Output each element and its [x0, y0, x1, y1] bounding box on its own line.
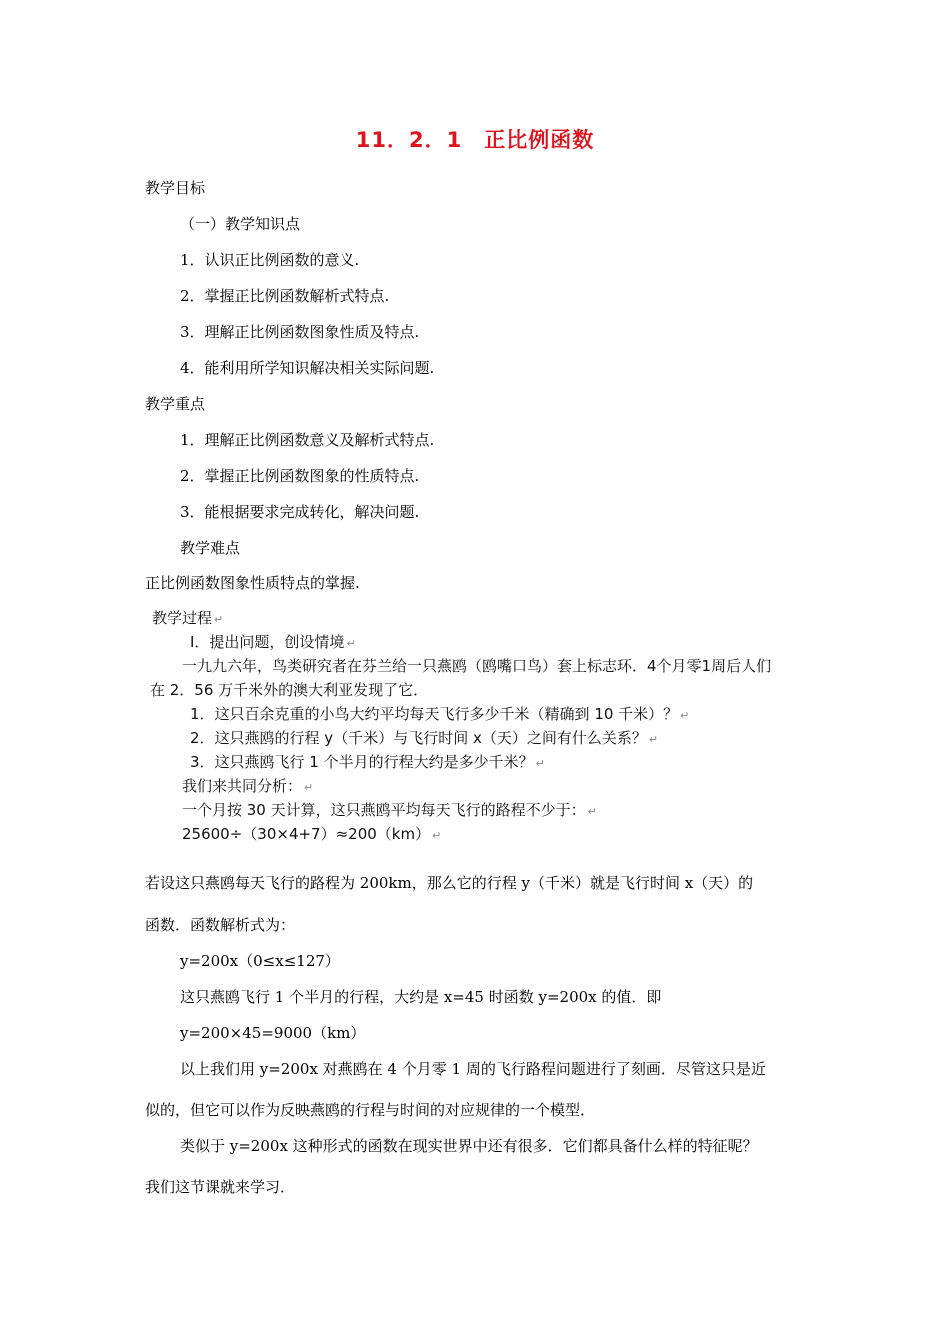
- paragraph-similar-line-2: 我们这节课就来学习．: [145, 1178, 296, 1196]
- process-analysis-intro: 我们来共同分析： ↵: [182, 777, 314, 795]
- process-question-1: 1．这只百余克重的小鸟大约平均每天飞行多少千米（精确到 10 千米）？ ↵: [190, 705, 690, 723]
- key-point-item-3: 3．能根据要求完成转化，解决问题.: [180, 503, 420, 521]
- section-heading-goals: 教学目标: [145, 179, 206, 197]
- process-heading: 教学过程 ↵: [152, 609, 224, 627]
- difficulty-text: 正比例函数图象性质特点的掌握.: [145, 574, 360, 592]
- process-calculation: 25600÷（30×4+7）≈200（km） ↵: [182, 825, 442, 843]
- section-heading-key-points: 教学重点: [145, 395, 206, 413]
- process-analysis-line: 一个月按 30 天计算，这只燕鸥平均每天飞行的路程不少于： ↵: [182, 801, 597, 819]
- goal-item-2: 2．掌握正比例函数解析式特点.: [180, 287, 390, 305]
- process-question-3: 3．这只燕鸥飞行 1 个半月的行程大约是多少千米？ ↵: [190, 753, 545, 771]
- paragraph-half-month: 这只燕鸥飞行 1 个半月的行程，大约是 x=45 时函数 y=200x 的值．即: [180, 988, 662, 1006]
- process-step-heading: Ⅰ．提出问题，创设情境 ↵: [190, 633, 356, 651]
- goal-item-4: 4．能利用所学知识解决相关实际问题.: [180, 359, 435, 377]
- paragraph-assumption-line-1: 若设这只燕鸥每天飞行的路程为 200km，那么它的行程 y（千米）就是飞行时间 x（天）的: [145, 874, 754, 892]
- key-point-item-2: 2．掌握正比例函数图象的性质特点.: [180, 467, 420, 485]
- paragraph-similar-line-1: 类似于 y=200x 这种形式的函数在现实世界中还有很多．它们都具备什么样的特征呢？: [180, 1137, 758, 1155]
- paragraph-model-line-1: 以上我们用 y=200x 对燕鸥在 4 个月零 1 周的飞行路程问题进行了刻画．尽管这只是近: [180, 1060, 766, 1078]
- page-title: 11．2．1 正比例函数: [355, 128, 595, 152]
- paragraph-assumption-line-2: 函数．函数解析式为：: [145, 916, 296, 934]
- process-image-block: [150, 604, 810, 854]
- process-question-2: 2．这只燕鸥的行程 y（千米）与飞行时间 x（天）之间有什么关系？ ↵: [190, 729, 659, 747]
- formula-2: y=200×45=9000（km）: [180, 1024, 366, 1042]
- process-story-line-1: 一九九六年，鸟类研究者在芬兰给一只燕鸥（鸥嘴口鸟）套上标志环．4个月零1周后人们: [182, 657, 772, 675]
- goal-item-3: 3．理解正比例函数图象性质及特点.: [180, 323, 420, 341]
- goal-item-1: 1．认识正比例函数的意义.: [180, 251, 360, 269]
- formula-1: y=200x（0≤x≤127）: [180, 952, 340, 970]
- subsection-heading: （一）教学知识点: [180, 215, 301, 233]
- paragraph-model-line-2: 似的，但它可以作为反映燕鸥的行程与时间的对应规律的一个模型．: [145, 1101, 596, 1119]
- key-point-item-1: 1．理解正比例函数意义及解析式特点.: [180, 431, 435, 449]
- section-heading-difficulty: 教学难点: [180, 539, 241, 557]
- process-story-line-2: 在 2．56 万千米外的澳大利亚发现了它．: [150, 681, 429, 699]
